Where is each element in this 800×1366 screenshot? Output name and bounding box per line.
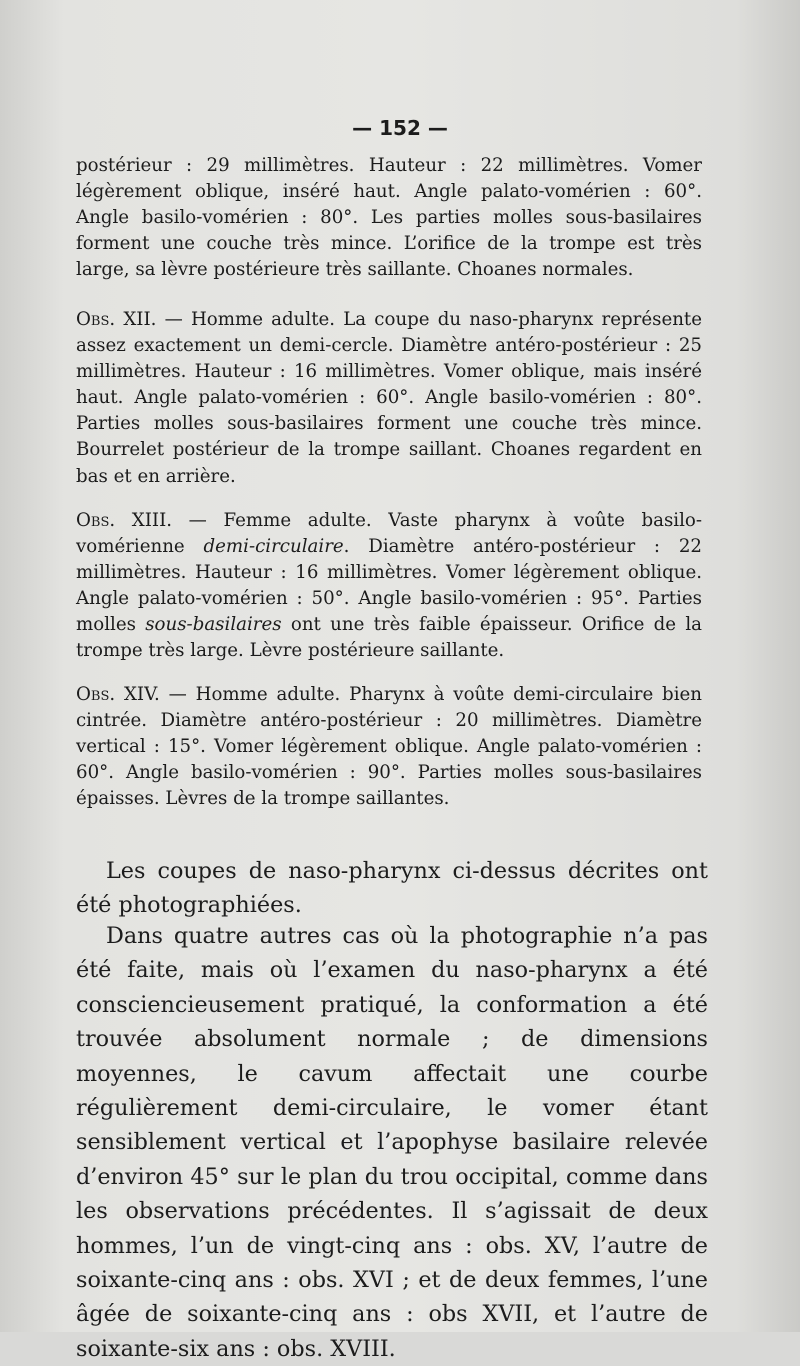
observation-xiii — [76, 508, 702, 665]
conclusion-paragraph: Dans quatre autres cas où la photographie n’a pas été faite, mais où l’examen du naso-pharynx a été consciencieusement pratiqué, la conformation a été trouvée absolument normale ; de dimensions moyennes, le cavum affectait une courbe régulièrement demi-circulaire, le vomer étant sensiblement vertical et l’apophyse basilaire relevée d’environ 45° sur le plan du trou occipital, comme dans les observations précédentes. Il s’agissait de deux hommes, l’un de vingt-cinq ans : obs. XV, l’autre de soixante-cinq ans : obs. XVI ; et de deux femmes, l’une âgée de soixante-cinq ans : obs XVII, et l’autre de soixante-six ans : obs. XVIII. — [76, 923, 708, 1362]
summary-paragraph: Les coupes de naso-pharynx ci-dessus décrites ont été photographiées. — [76, 858, 708, 919]
observation-text: — Femme adulte. Vaste pharynx à voûte basilo-vomérienne — [76, 510, 703, 558]
observation-text: — Homme adulte. Pharynx à voûte demi-circulaire bien cintrée. Diamètre antéro-postérieur : 20 millimètres. Diamètre vertical : 15°. Vomer légèrement oblique. Angle palato-vomérien : 60°. Angle basilo-vomérien : 90°. Parties molles sous-basilaires épaisses. Lèvres de la trompe saillantes. — [76, 684, 702, 810]
italic-term: sous-basilaires — [145, 614, 282, 636]
italic-term: demi-circulaire — [203, 536, 344, 558]
observation-label: Obs. XIV. — [76, 684, 160, 705]
paragraph-continuation: postérieur : 29 millimètres. Hauteur : 22 millimètres. Vomer légèrement oblique, inséré haut. Angle palato-vomérien : 60°. Angle basilo-vomérien : 80°. Les parties molles sous-basilaires forment une couche très mince. L’orifice de la trompe est très large, sa lèvre postérieure très saillante. Choanes normales. — [76, 155, 702, 281]
observation-xiv — [76, 682, 702, 812]
page-number: — 152 — — [352, 116, 448, 140]
observation-text: — Homme adulte. La coupe du naso-pharynx représente assez exactement un demi-cercle. Diamètre antéro-postérieur : 25 millimètres. Hauteur : 16 millimètres. Vomer oblique, mais inséré haut. Angle palato-vomérien : 60°. Angle basilo-vomérien : 80°. Parties molles sous-basilaires forment une couche très mince. Bourrelet postérieur de la trompe saillant. Choanes regardent en bas et en arrière. — [76, 309, 702, 487]
observation-label: Obs. XIII. — [76, 510, 173, 531]
observation-text: ont une très faible épaisseur. Orifice de la trompe très large. Lèvre postérieure saillante. — [76, 614, 702, 662]
observation-text: . Diamètre antéro-postérieur : 22 millimètres. Hauteur : 16 millimètres. Vomer légèrement oblique. Angle palato-vomérien : 50°. Angle basilo-vomérien : 95°. Parties molles — [76, 536, 702, 636]
observation-label: Obs. XII. — [76, 309, 157, 330]
observation-xii — [76, 307, 702, 490]
